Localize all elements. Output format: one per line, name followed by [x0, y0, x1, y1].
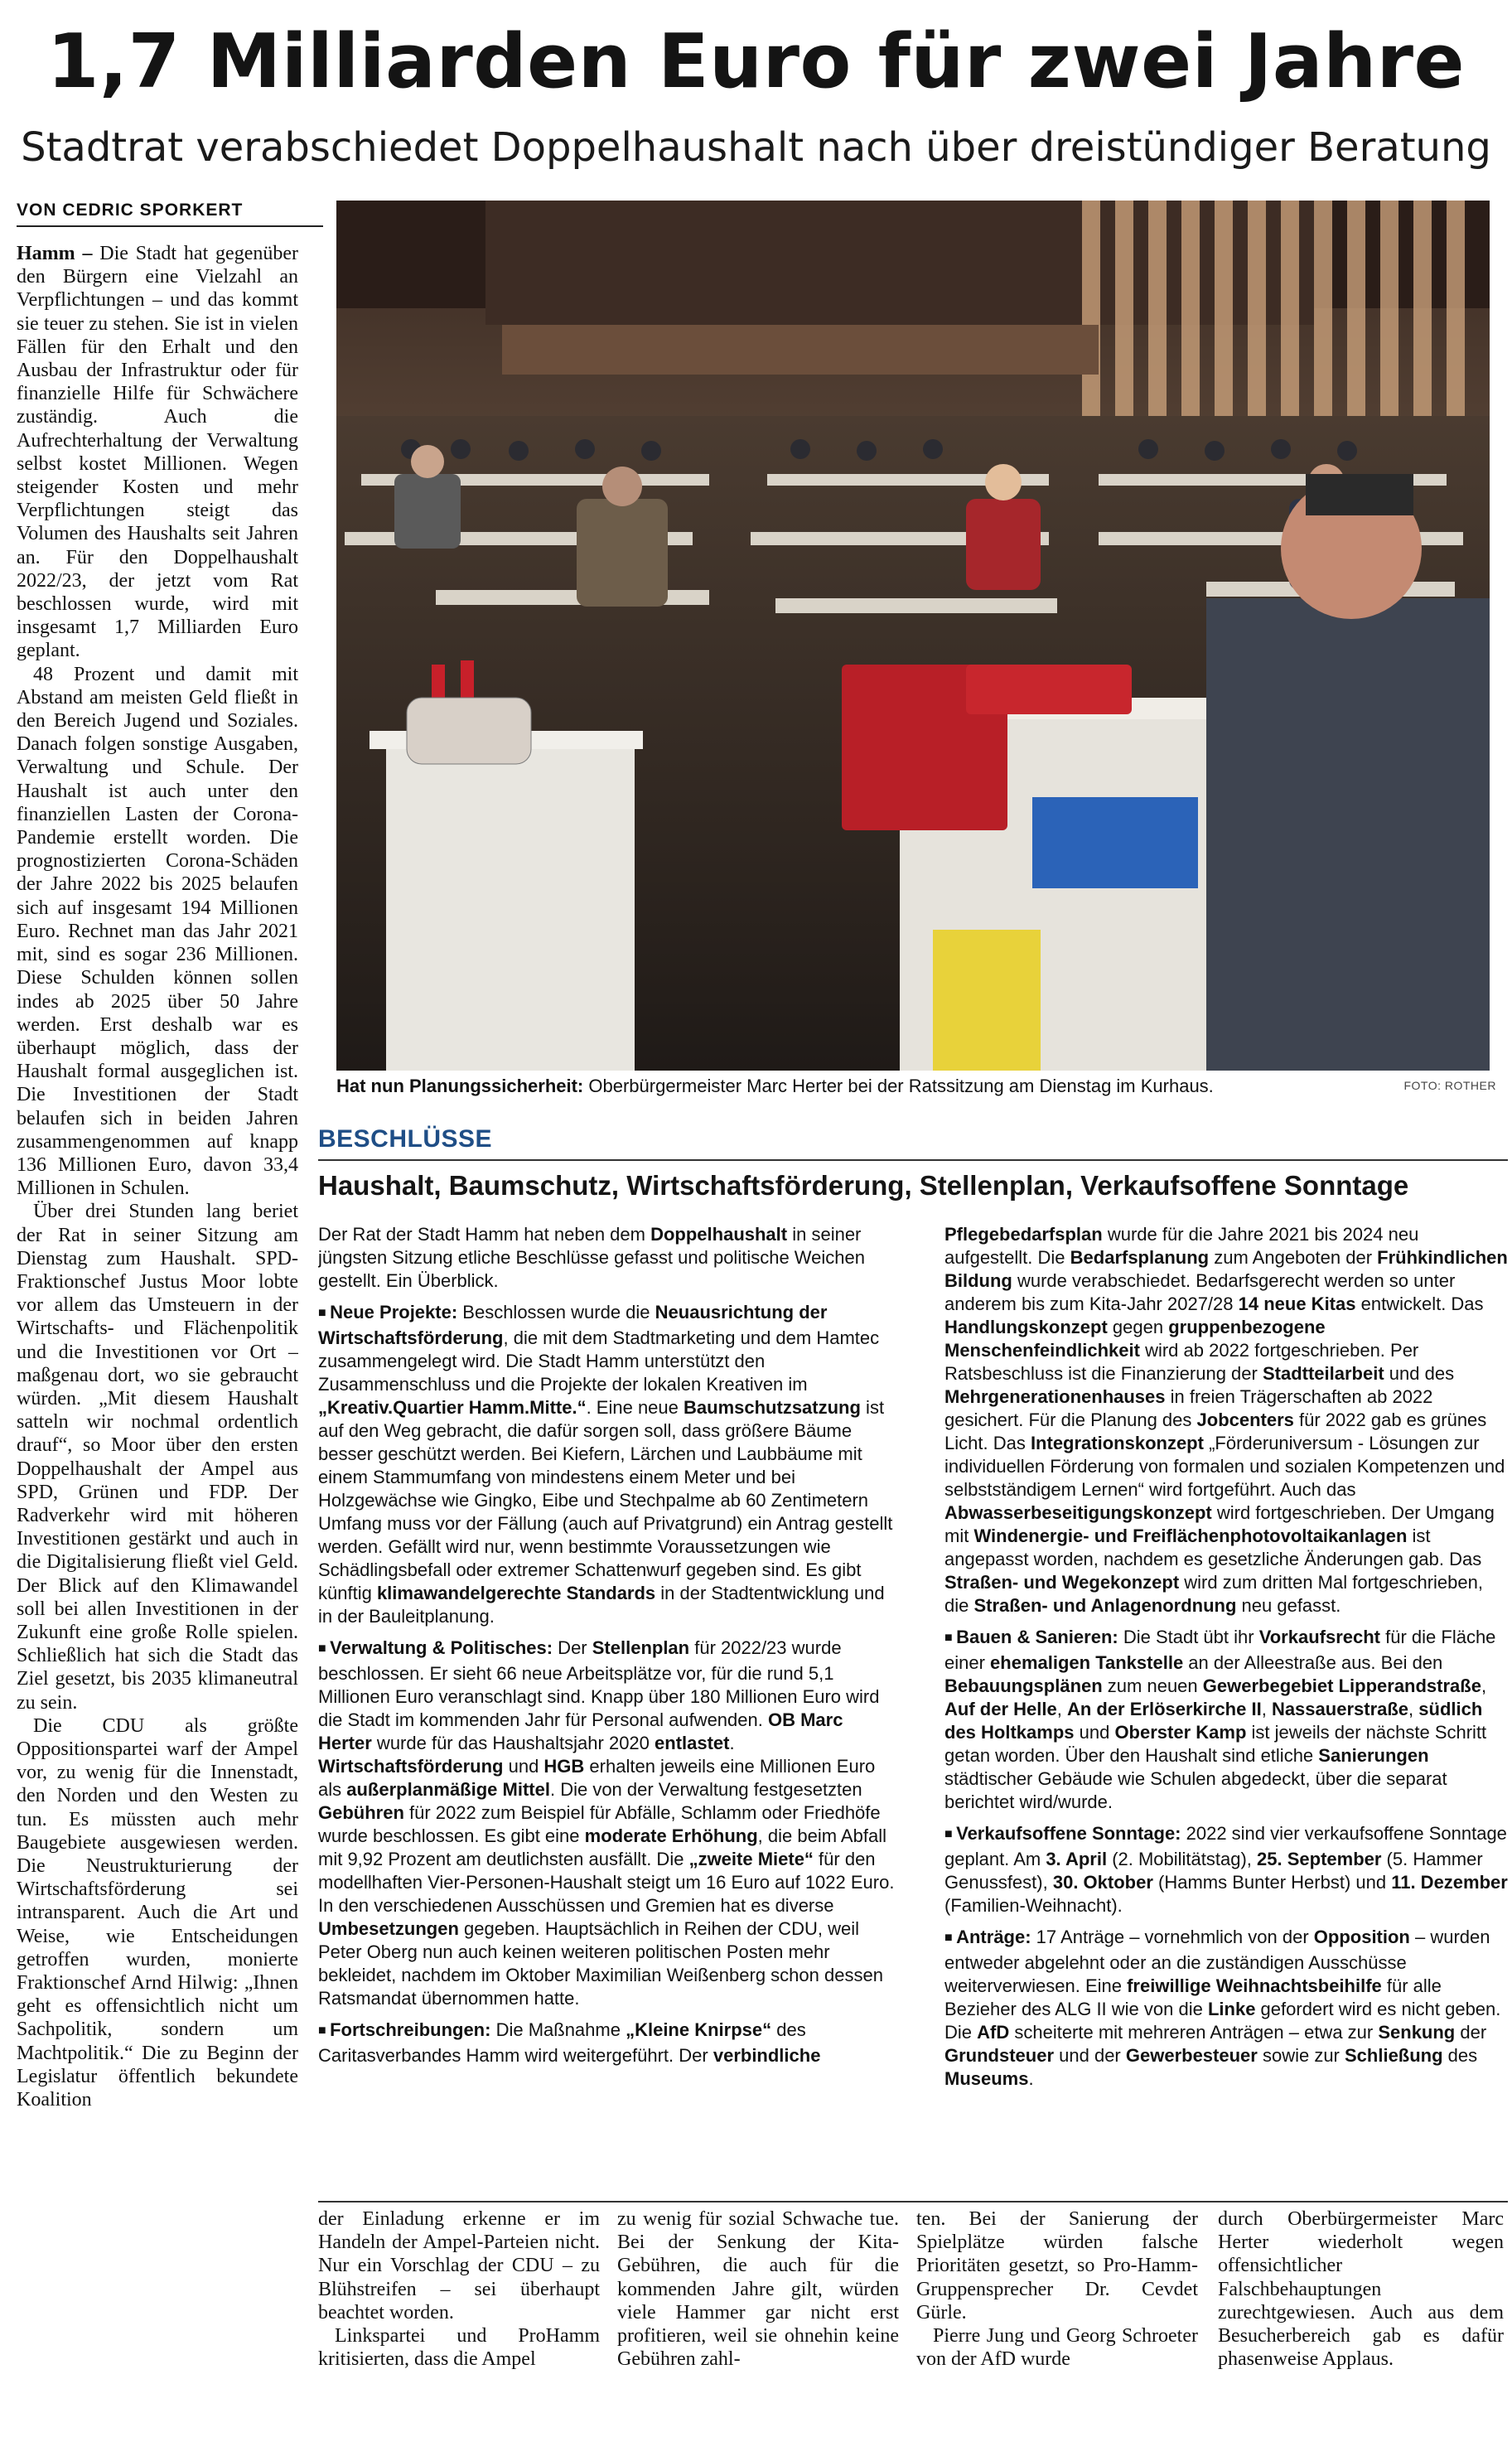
article-paragraph: Über drei Stunden lang beriet der Rat in seiner Sitzung am Dienstag zum Haushalt. SPD-Fraktionschef Justus Moor lobte vor allem das Umsteuern in der Wirtschafts- und Flächenpolitik und die Investitionen vor Ort – maßgenau dort, wo sie gebraucht würden. „Mit diesem Haushalt satteln wir nochmal ordentlich drauf“, so Moor über den ersten Doppelhaushalt der Ampel aus SPD, Grünen und FDP. Der Radverkehr wird mit höheren Investitionen gestärkt und auch in die Digitalisierung fließt viel Geld. Der Blick auf den Klimawandel soll bei allen Investitionen in der Zukunft eine große Rolle spielen. Schließlich hat sich die Stadt das Ziel gesetzt, bis 2035 klimaneutral zu sein. [17, 1201, 298, 1714]
bottom-paragraph: zu wenig für sozial Schwache tue. Bei der Senkung der Kita-Gebühren, die auch für die kommenden Jahre gilt, würden viele Hammer gar nicht erst profitieren, weil sie ohnehin keine Gebühren zahl- [617, 2208, 899, 2371]
bottom-column-4 [1218, 2207, 1504, 2427]
box-bottom-rule [318, 2201, 1508, 2202]
headline: 1,7 Milliarden Euro für zwei Jahre [46, 18, 1466, 105]
subheadline: Stadtrat verabschiedet Doppelhaushalt nach über dreistündiger Beratung [21, 124, 1491, 171]
bottom-column-3 [916, 2207, 1198, 2427]
bottom-paragraph: der Einladung erkenne er im Handeln der Ampel-Parteien nicht. Nur ein Vorschlag der CDU – zu Blühstreifen – sei überhaupt beachtet worden. [318, 2208, 600, 2323]
box-paragraph: ■ Verkaufsoffene Sonntage: 2022 sind vier verkaufsoffene Sonntage geplant. Am 3. April (2. Mobilitätstag), 25. September (5. Hammer Genussfest), 30. Oktober (Hamms Bunter Herbst) und 11. Dezember (Familien-Weihnacht). [944, 1822, 1508, 1917]
box-left-column [318, 1223, 898, 2191]
council-meeting-photo [336, 201, 1490, 1071]
dateline: Hamm – [17, 243, 93, 264]
byline: VON CEDRIC SPORKERT [17, 201, 323, 227]
caption-lead: Hat nun Planungssicherheit: [336, 1076, 584, 1096]
bottom-paragraph: Linkspartei und ProHamm kritisierten, dass die Ampel [318, 2325, 600, 2371]
bottom-paragraph: durch Oberbürgermeister Marc Herter wiederholt wegen offensichtlicher Falschbehauptungen zurechtgewiesen. Auch aus dem Besucherbereich gab es dafür phasenweise Applaus. [1218, 2208, 1504, 2371]
box-paragraph: Der Rat der Stadt Hamm hat neben dem Doppelhaushalt in seiner jüngsten Sitzung etliche Beschlüsse gefasst und politische Weichen gestellt. Ein Überblick. [318, 1224, 865, 1291]
box-paragraph: ■ Fortschreibungen: Die Maßnahme „Kleine Knirpse“ des Caritasverbandes Hamm wird weitergeführt. Der verbindliche [318, 2019, 898, 2067]
photo-credit: FOTO: ROTHER [1403, 1079, 1496, 1092]
box-paragraph: ■ Verwaltung & Politisches: Der Stellenplan für 2022/23 wurde beschlossen. Er sieht 66 neue Arbeitsplätze vor, für die rund 5,1 Millionen Euro veranschlagt sind. Knapp über 180 Millionen Euro wird die Stadt im kommenden Jahr für Personal aufwenden. OB Marc Herter wurde für das Haushaltsjahr 2020 entlastet. Wirtschaftsförderung und HGB erhalten jeweils eine Millionen Euro als außerplanmäßige Mittel. Die von der Verwaltung festgesetzten Gebühren für 2022 zum Beispiel für Abfälle, Schlamm oder Friedhöfe wurde beschlossen. Es gibt eine moderate Erhöhung, die beim Abfall mit 9,92 Prozent am deutlichsten ausfällt. Die „zweite Miete“ für den modellhaften Vier-Personen-Haushalt steigt um 16 Euro auf 1022 Euro. In den verschiedenen Ausschüssen und Gremien hat es diverse Umbesetzungen gegeben. Hauptsächlich in Reihen der CDU, weil Peter Oberg nun auch keinen weiteren politischen Posten mehr bekleidet, nachdem im Oktober Maximilian Weißenberg schon dessen Ratsmandat übernommen hatte. [318, 1637, 898, 2010]
bottom-column-2 [617, 2207, 899, 2427]
box-right-column [944, 1223, 1508, 2191]
article-paragraph: 48 Prozent und damit mit Abstand am meisten Geld fließt in den Bereich Jugend und Soziales. Danach folgen sonstige Ausgaben, Verwaltung und Schule. Der Haushalt ist auch unter den finanziellen Lasten der Corona-Pandemie erstellt worden. Die prognostizierten Corona-Schäden der Jahre 2022 bis 2025 belaufen sich auf insgesamt 194 Millionen Euro. Rechnet man das Jahr 2021 mit, sind es sogar 236 Millionen. Diese Schulden können sollen indes ab 2025 über 50 Jahre werden. Erst deshalb war es überhaupt möglich, dass der Haushalt formal ausgeglichen ist. Die Investitionen der Stadt belaufen sich in beiden Jahren zusammengenommen auf knapp 136 Millionen Euro, davon 33,4 Millionen in Schulen. [17, 663, 298, 1200]
section-rule [318, 1159, 1508, 1161]
bottom-column-1 [318, 2207, 600, 2427]
bottom-paragraph: ten. Bei der Sanierung der Spielplätze würden falsche Prioritäten gesetzt, so Pro-Hamm-Gruppensprecher Dr. Cevdet Gürle. [916, 2208, 1198, 2323]
section-label: BESCHLÜSSE [318, 1125, 493, 1153]
article-paragraph [17, 242, 298, 663]
box-paragraph: ■ Bauen & Sanieren: Die Stadt übt ihr Vorkaufsrecht für die Fläche einer ehemaligen Tankstelle an der Alleestraße aus. Bei den Bebauungsplänen zum neuen Gewerbegebiet Lipperandstraße, Auf der Helle, An der Erlöserkirche II, Nassauerstraße, südlich des Holtkamps und Oberster Kamp ist jeweils der nächste Schritt getan worden. Über den Haushalt sind etliche Sanierungen städtischer Gebäude wie Schulen abgedeckt, über die separat berichtet wird/wurde. [944, 1626, 1508, 1814]
box-paragraph: ■ Neue Projekte: Beschlossen wurde die Neuausrichtung der Wirtschaftsförderung, die mit dem Stadtmarketing und dem Hamtec zusammengelegt wird. Die Stadt Hamm unterstützt den Zusammenschluss und die Projekte der lokalen Kreativen im „Kreativ.Quartier Hamm.Mitte.“. Eine neue Baumschutzsatzung ist auf den Weg gebracht, die dafür sorgen soll, dass größere Bäume besser geschützt werden. Bei Kiefern, Lärchen und Laubbäume mit einem Stammumfang von mindestens einem Meter und bei Holzgewächse wie Gingko, Eibe und Stechpalme ab 60 Zentimetern Umfang muss vor der Fällung (auch auf Privatgrund) ein Antrag gestellt werden. Gefällt wird nur, wenn bestimmte Voraussetzungen wie Schädlingsbefall oder extremer Schattenwurf gegeben sind. Es gibt künftig klimawandelgerechte Standards in der Stadtentwicklung und in der Bauleitplanung. [318, 1301, 898, 1628]
bottom-paragraph: Pierre Jung und Georg Schroeter von der AfD wurde [916, 2325, 1198, 2371]
photo-caption [336, 1076, 1496, 1097]
box-paragraph: Pflegebedarfsplan wurde für die Jahre 2021 bis 2024 neu aufgestellt. Die Bedarfsplanung zum Angeboten der Frühkindlichen Bildung wurde verabschiedet. Bedarfsgerecht werden so unter anderem bis zum Kita-Jahr 2027/28 14 neue Kitas entwickelt. Das Handlungskonzept gegen gruppenbezogene Menschenfeindlichkeit wird ab 2022 fortgeschrieben. Per Ratsbeschluss ist die Finanzierung der Stadtteilarbeit und des Mehrgenerationenhauses in freien Trägerschaften ab 2022 gesichert. Für die Planung des Jobcenters für 2022 gab es grünes Licht. Das Integrationskonzept „Förderuniversum - Lösungen zur individuellen Förderung von formalen und sozialen Kompetenzen und selbstständigem Lernen“ wird fortgeführt. Auch das Abwasserbeseitigungskonzept wird fortgeschrieben. Der Umgang mit Windenergie- und Freiflächenphotovoltaikanlagen ist angepasst worden, nachdem es gesetzliche Änderungen gab. Das Straßen- und Wegekonzept wird zum dritten Mal fortgeschrieben, die Straßen- und Anlagenordnung neu gefasst. [944, 1224, 1508, 1616]
box-title: Haushalt, Baumschutz, Wirtschaftsförderung, Stellenplan, Verkaufsoffene Sonntage [318, 1170, 1409, 1201]
caption-text: Oberbürgermeister Marc Herter bei der Ratssitzung am Dienstag im Kurhaus. [588, 1076, 1214, 1096]
box-paragraph: ■ Anträge: 17 Anträge – vornehmlich von der Opposition – wurden entweder abgelehnt oder an die zuständigen Ausschüsse weiterverwiesen. Eine freiwillige Weihnachtsbeihilfe für alle Bezieher des ALG II wie von die Linke gefordert wird es nicht geben. Die AfD scheiterte mit mehreren Anträgen – etwa zur Senkung der Grundsteuer und der Gewerbesteuer sowie zur Schließung des Museums. [944, 1926, 1508, 2091]
article-paragraph: Die CDU als größte Oppositionspartei warf der Ampel vor, zu wenig für die Innenstadt, den Norden und den Westen zu tun. Es müssten auch mehr Baugebiete ausgewiesen werden. Die Neustrukturierung der Wirtschaftsförderung sei intransparent. Auch die Art und Weise, wie Entscheidungen getroffen wurden, monierte Fraktionschef Arnd Hilwig: „Ihnen geht es offensichtlich nicht um Sachpolitik, sondern um Machtpolitik.“ Die zu Beginn der Legislatur öffentlich bekundete Koalition [17, 1714, 298, 2111]
article-left-column [17, 242, 298, 2330]
paragraph-text: Die Stadt hat gegenüber den Bürgern eine Vielzahl an Verpflichtungen – und das kommt sie teuer zu stehen. Sie ist in vielen Fällen für den Erhalt und den Ausbau der Infrastruktur oder für finanzielle Hilfe für Schwächere zuständig. Auch die Aufrechterhaltung der Verwaltung selbst kostet Millionen. Wegen steigender Kosten und mehr Verpflichtungen steigt das Volumen des Haushalts seit Jahren an. Für den Doppelhaushalt 2022/23, der jetzt vom Rat beschlossen wurde, wird mit insgesamt 1,7 Milliarden Euro geplant. [17, 243, 298, 662]
